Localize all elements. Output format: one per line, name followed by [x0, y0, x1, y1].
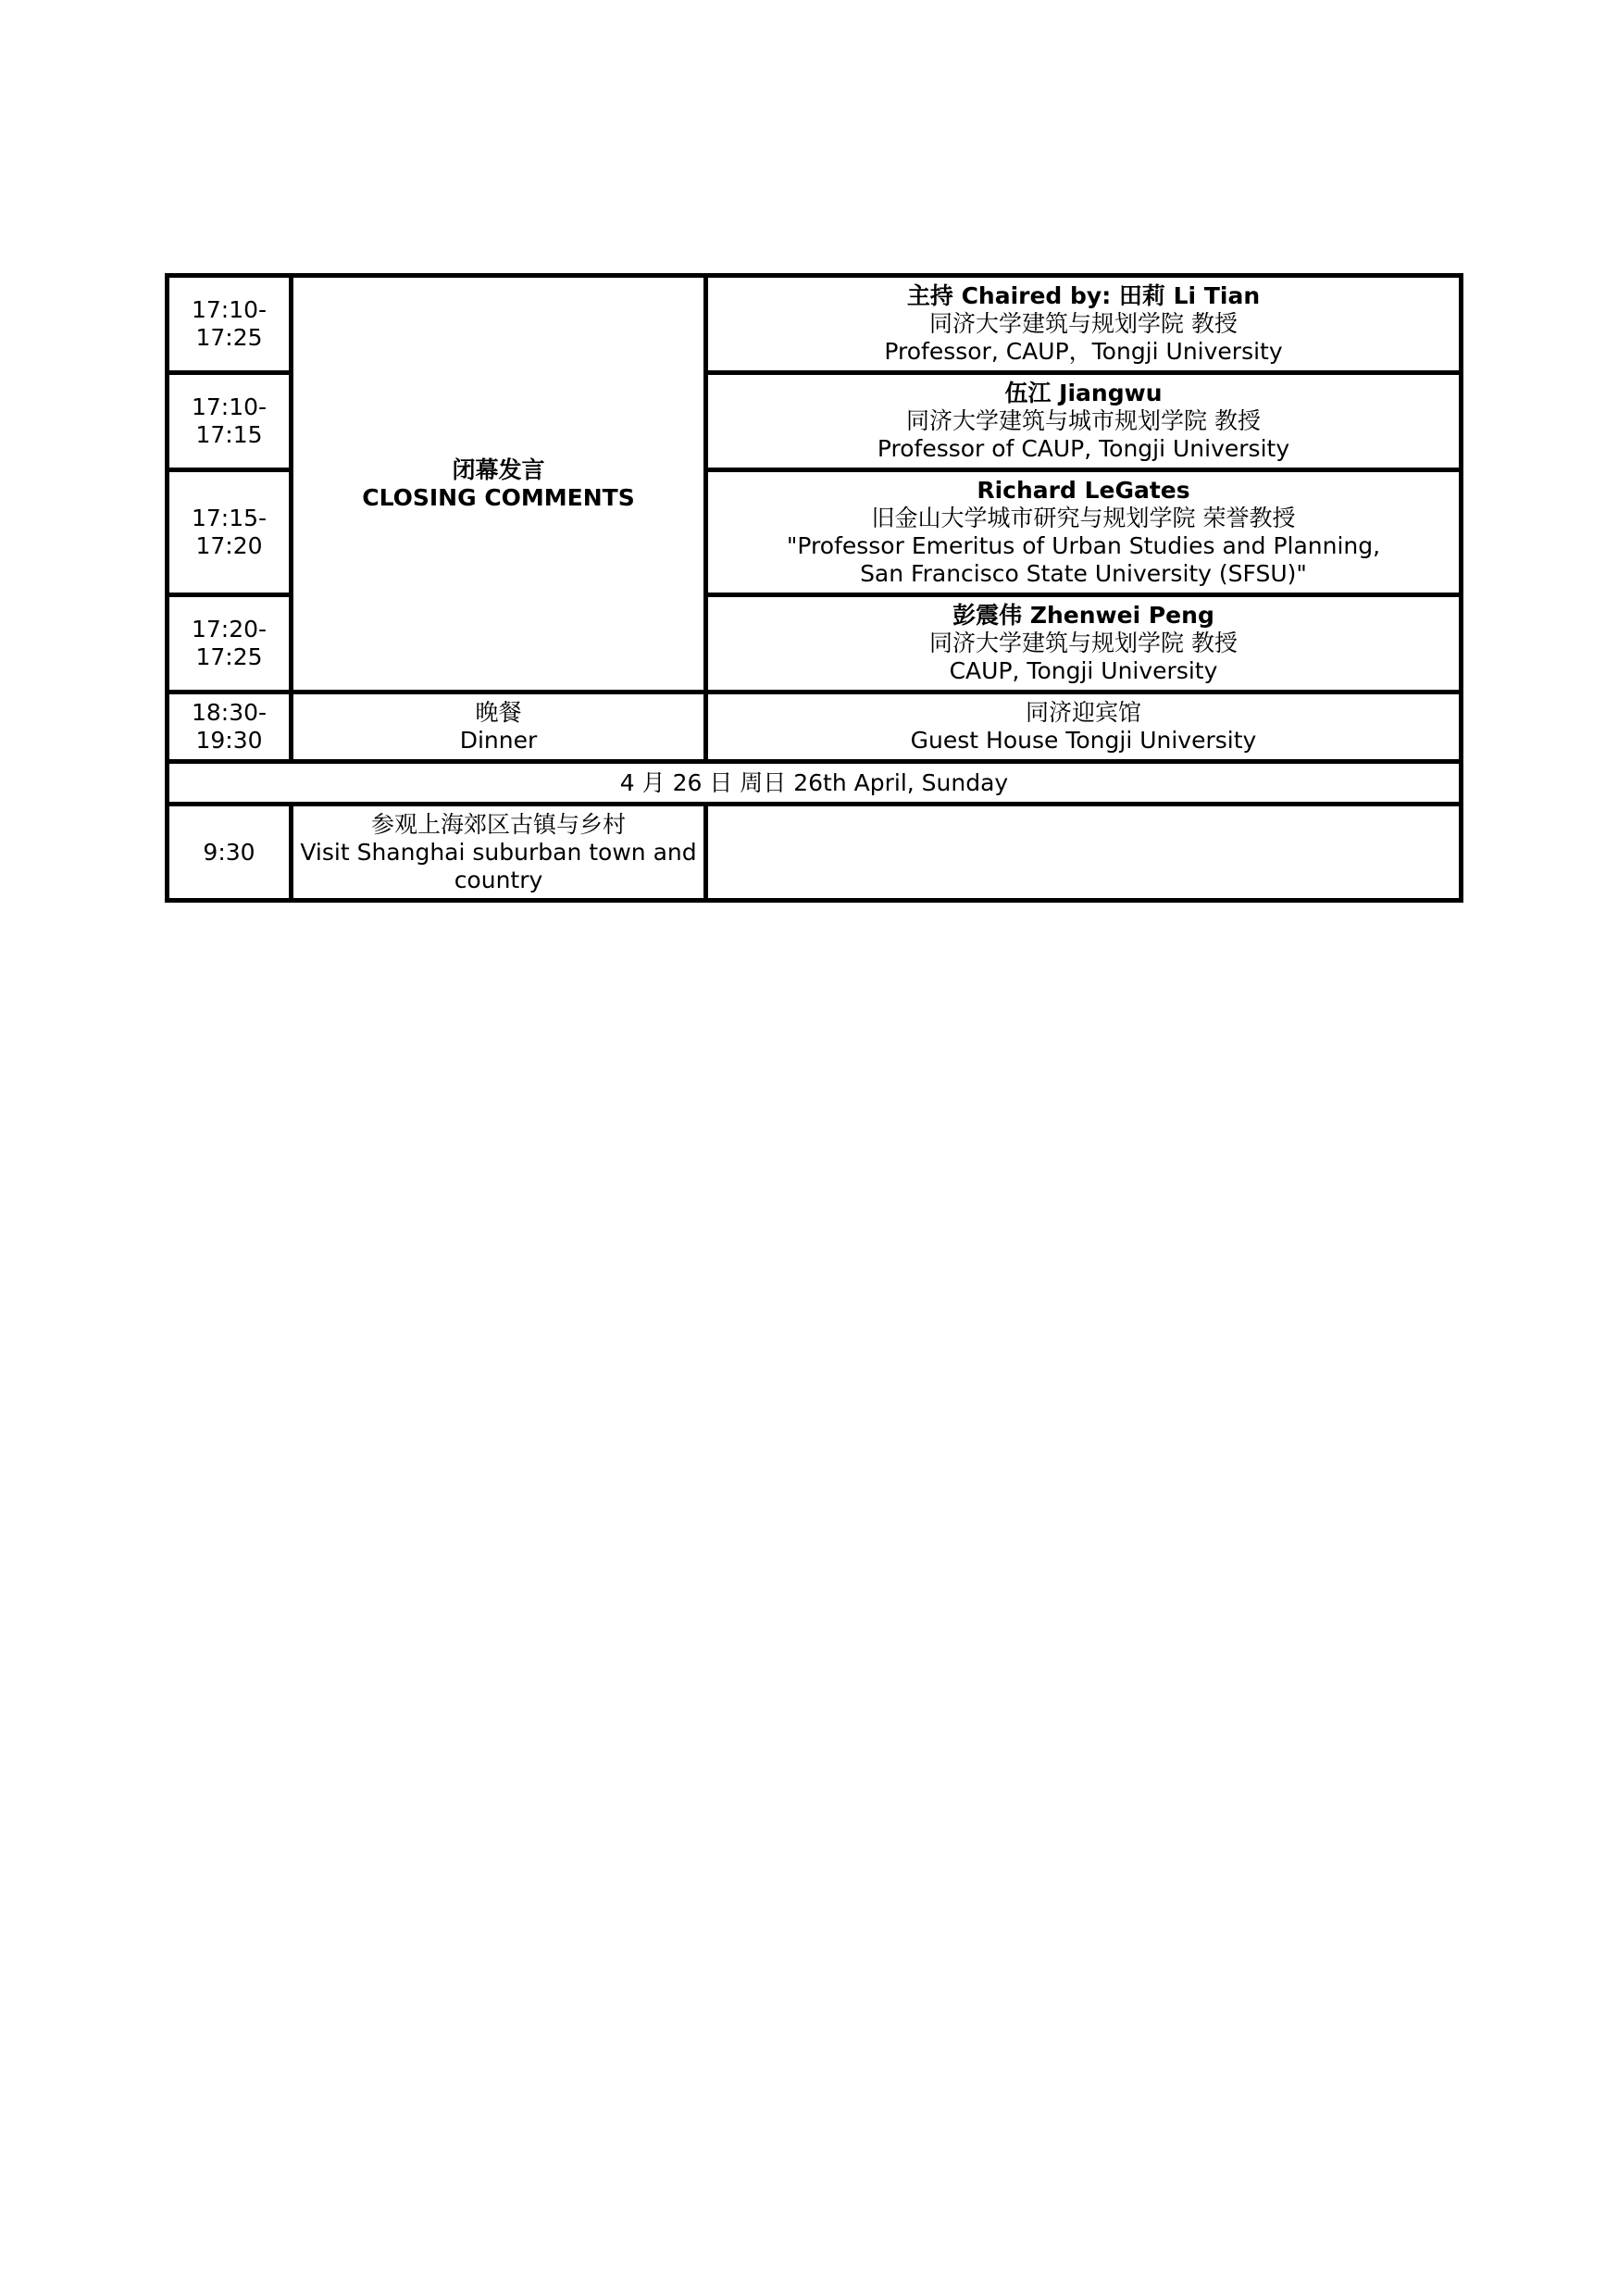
- speaker-name: 彭震伟 Zhenwei Peng: [952, 602, 1214, 629]
- time-cell: [168, 373, 292, 470]
- time-start: 17:10-: [191, 296, 268, 323]
- day-header-row: [168, 762, 1462, 805]
- time-end: 17:20: [195, 532, 263, 559]
- speaker-affiliation-zh: 同济大学建筑与规划学院 教授: [929, 310, 1238, 337]
- time-cell: [168, 276, 292, 373]
- time-end: 19:30: [195, 727, 263, 754]
- speaker-affiliation-en: CAUP, Tongji University: [949, 657, 1218, 684]
- venue-en: Guest House Tongji University: [910, 727, 1257, 754]
- time-cell: [168, 470, 292, 595]
- closing-session-cell: [292, 276, 706, 693]
- speaker-cell: [706, 276, 1462, 373]
- speaker-affiliation-zh: 同济大学建筑与城市规划学院 教授: [906, 407, 1261, 434]
- time-cell: [168, 595, 292, 693]
- dinner-row: [168, 693, 1462, 762]
- speaker-name: 主持 Chaired by: 田莉 Li Tian: [906, 282, 1261, 309]
- speaker-cell: [706, 595, 1462, 693]
- event-cell: [292, 805, 706, 901]
- event-zh: 晚餐: [475, 699, 522, 726]
- speaker-affiliation-en: Professor, CAUP，Tongji University: [884, 338, 1283, 365]
- time-cell: [168, 693, 292, 762]
- event-zh: 参观上海郊区古镇与乡村: [370, 810, 626, 838]
- venue-cell: [706, 805, 1462, 901]
- visit-row: [168, 805, 1462, 901]
- speaker-name: Richard LeGates: [977, 477, 1190, 504]
- speaker-affiliation-en: Professor of CAUP, Tongji University: [877, 435, 1290, 462]
- time-start: 17:20-: [191, 616, 268, 643]
- speaker-affiliation-zh: 旧金山大学城市研究与规划学院 荣誉教授: [871, 505, 1296, 531]
- venue-zh: 同济迎宾馆: [1025, 699, 1141, 726]
- speaker-affiliation-en: "Professor Emeritus of Urban Studies and Planning,: [786, 532, 1381, 559]
- venue-cell: [706, 693, 1462, 762]
- time-end: 17:25: [195, 643, 263, 670]
- event-en: Visit Shanghai suburban town and country: [300, 838, 697, 893]
- closing-title-en: CLOSING COMMENTS: [362, 483, 635, 511]
- event-cell: [292, 693, 706, 762]
- time-cell: 9:30: [168, 805, 292, 901]
- time-end: 17:15: [195, 421, 263, 448]
- time-end: 17:25: [195, 324, 263, 351]
- table-row: [168, 276, 1462, 373]
- speaker-name: 伍江 Jiangwu: [1004, 380, 1163, 406]
- speaker-affiliation-en-2: San Francisco State University (SFSU)": [860, 560, 1307, 587]
- time-start: 18:30-: [191, 699, 268, 726]
- speaker-cell: [706, 373, 1462, 470]
- speaker-affiliation-zh: 同济大学建筑与规划学院 教授: [929, 630, 1238, 656]
- day-header: 4 月 26 日 周日 26th April, Sunday: [168, 762, 1462, 805]
- time-start: 17:10-: [191, 393, 268, 420]
- event-en: Dinner: [459, 727, 538, 754]
- time-start: 17:15-: [191, 505, 268, 531]
- closing-title-zh: 闭幕发言: [452, 455, 545, 483]
- speaker-cell: [706, 470, 1462, 595]
- schedule-table: [165, 273, 1463, 903]
